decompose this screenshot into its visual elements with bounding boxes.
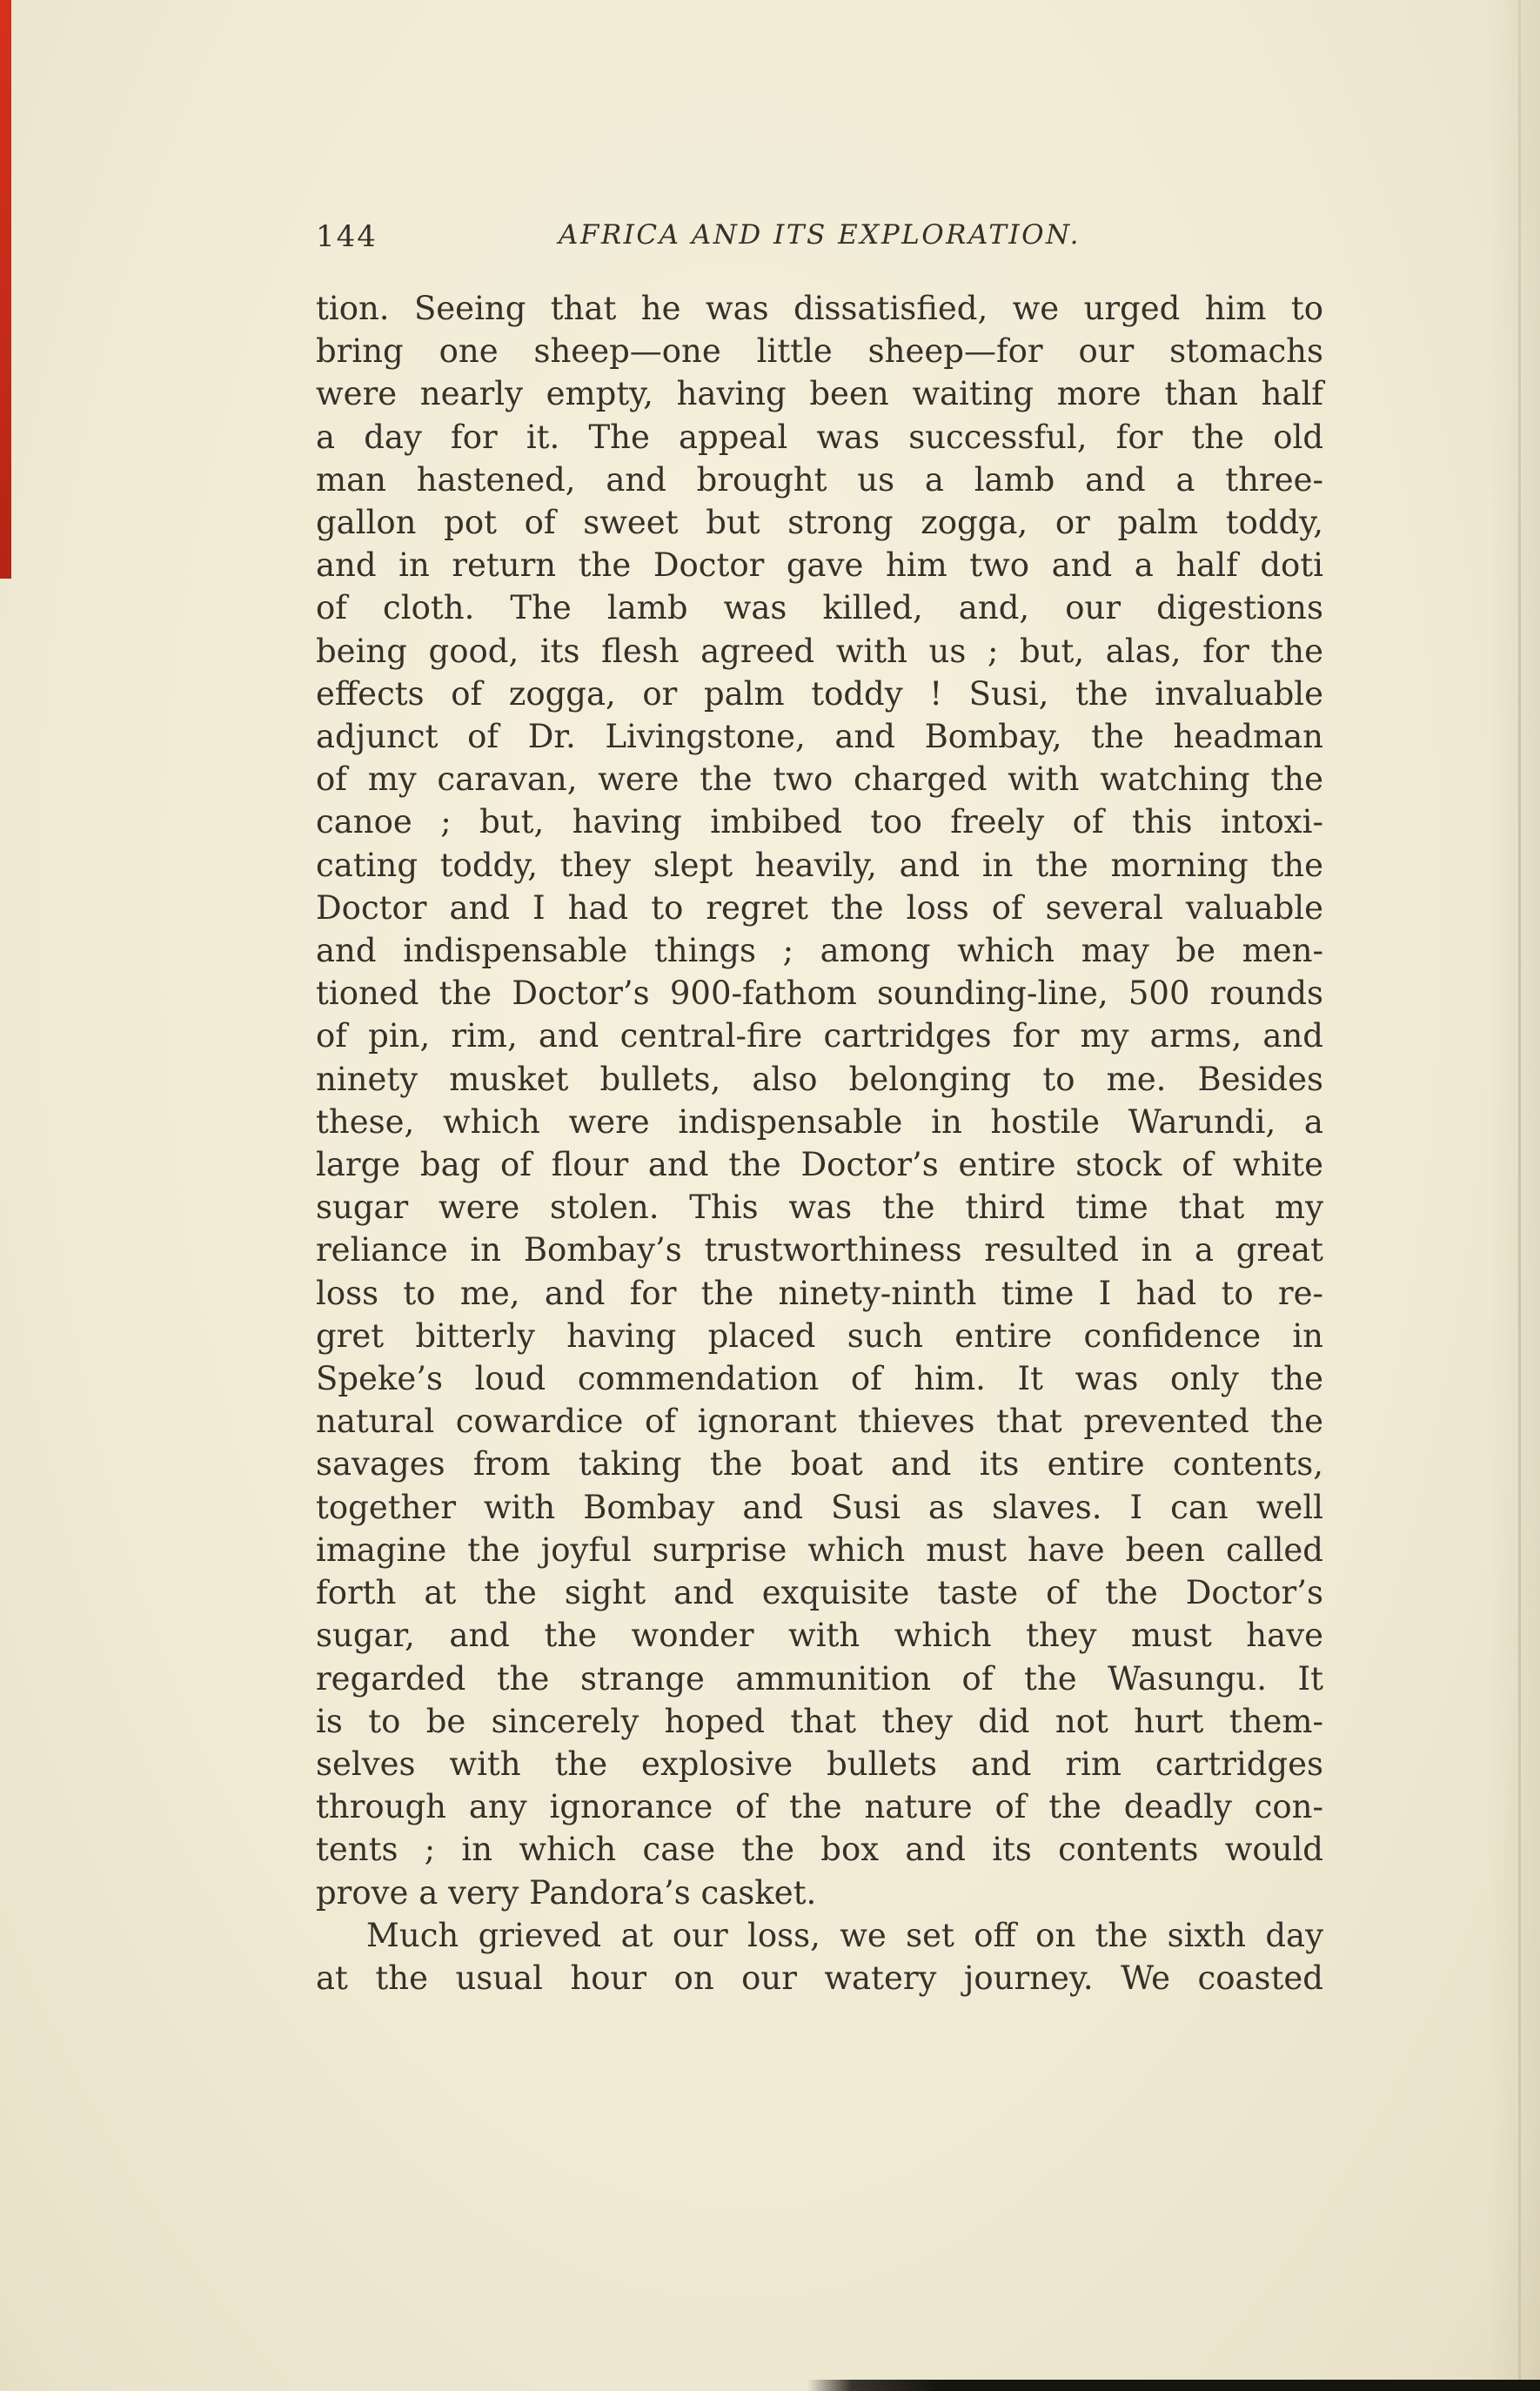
running-header: AFRICA AND ITS EXPLORATION. (558, 219, 1081, 251)
text-line: regarded the strange ammunition of the Wasungu. It (316, 1659, 1323, 1698)
text-line: Much grieved at our loss, we set off on the sixth day (366, 1916, 1323, 1954)
text-line: being good, its flesh agreed with us ; but, alas, for the (316, 632, 1323, 670)
text-line: through any ignorance of the nature of the deadly con- (316, 1788, 1323, 1826)
text-line: together with Bombay and Susi as slaves. I can well (316, 1488, 1323, 1526)
text-line: bring one sheep—one little sheep—for our stomachs (316, 332, 1323, 371)
text-line: and indispensable things ; among which may be men- (316, 932, 1323, 970)
text-line: savages from taking the boat and its entire contents, (316, 1445, 1323, 1483)
text-line: a day for it. The appeal was successful, for the old (316, 418, 1323, 456)
page-edge-shade (1488, 0, 1540, 2391)
text-line: of my caravan, were the two charged with watching the (316, 760, 1323, 799)
text-line: natural cowardice of ignorant thieves that prevented the (316, 1403, 1323, 1441)
text-line: tioned the Doctor’s 900-fathom sounding-line, 500 rounds (316, 974, 1323, 1013)
text-line: of cloth. The lamb was killed, and, our digestions (316, 589, 1323, 627)
paragraph (316, 287, 1323, 1914)
page-header (316, 216, 1323, 259)
text-line: is to be sincerely hoped that they did not hurt them- (316, 1702, 1323, 1740)
text-line: prove a very Pandora’s casket. (316, 1873, 817, 1912)
text-line: at the usual hour on our watery journey. We coasted (316, 1959, 1323, 1997)
text-line: canoe ; but, having imbibed too freely of this intoxi- (316, 803, 1323, 841)
body-text (316, 287, 1323, 1999)
text-line: selves with the explosive bullets and rim cartridges (316, 1745, 1323, 1783)
text-line: large bag of flour and the Doctor’s entire stock of white (316, 1146, 1323, 1184)
text-line: reliance in Bombay’s trustworthiness resulted in a great (316, 1231, 1323, 1269)
text-line: loss to me, and for the ninety-ninth time I had to re- (316, 1274, 1323, 1312)
text-line: and in return the Doctor gave him two and a half doti (316, 546, 1323, 585)
scan-edge-color-bar (0, 0, 11, 579)
scan-edge-shadow-bar (807, 2380, 1540, 2391)
text-line: imagine the joyful surprise which must have been called (316, 1530, 1323, 1569)
paragraph (316, 1914, 1323, 1999)
text-line: Speke’s loud commendation of him. It was only the (316, 1360, 1323, 1398)
text-line: man hastened, and brought us a lamb and a three- (316, 460, 1323, 499)
text-line: these, which were indispensable in hostile Warundi, a (316, 1102, 1323, 1141)
text-line: cating toddy, they slept heavily, and in the morning the (316, 846, 1323, 884)
text-line: sugar, and the wonder with which they must have (316, 1617, 1323, 1655)
text-line: gret bitterly having placed such entire confidence in (316, 1316, 1323, 1355)
page-edge-line (1518, 0, 1521, 2391)
text-line: tents ; in which case the box and its contents would (316, 1831, 1323, 1869)
text-line: sugar were stolen. This was the third time that my (316, 1189, 1323, 1227)
text-line: forth at the sight and exquisite taste of the Doctor’s (316, 1574, 1323, 1612)
text-line: ninety musket bullets, also belonging to me. Besides (316, 1060, 1323, 1098)
text-line: Doctor and I had to regret the loss of several valuable (316, 888, 1323, 927)
text-line: adjunct of Dr. Livingstone, and Bombay, the headman (316, 718, 1323, 756)
text-line: of pin, rim, and central-fire cartridges for my arms, and (316, 1017, 1323, 1055)
text-line: tion. Seeing that he was dissatisfied, we urged him to (316, 290, 1323, 327)
text-line: effects of zogga, or palm toddy ! Susi, the invaluable (316, 674, 1323, 713)
page-number: 144 (316, 219, 378, 254)
text-line: gallon pot of sweet but strong zogga, or palm toddy, (316, 504, 1323, 542)
text-line: were nearly empty, having been waiting more than half (316, 375, 1323, 413)
